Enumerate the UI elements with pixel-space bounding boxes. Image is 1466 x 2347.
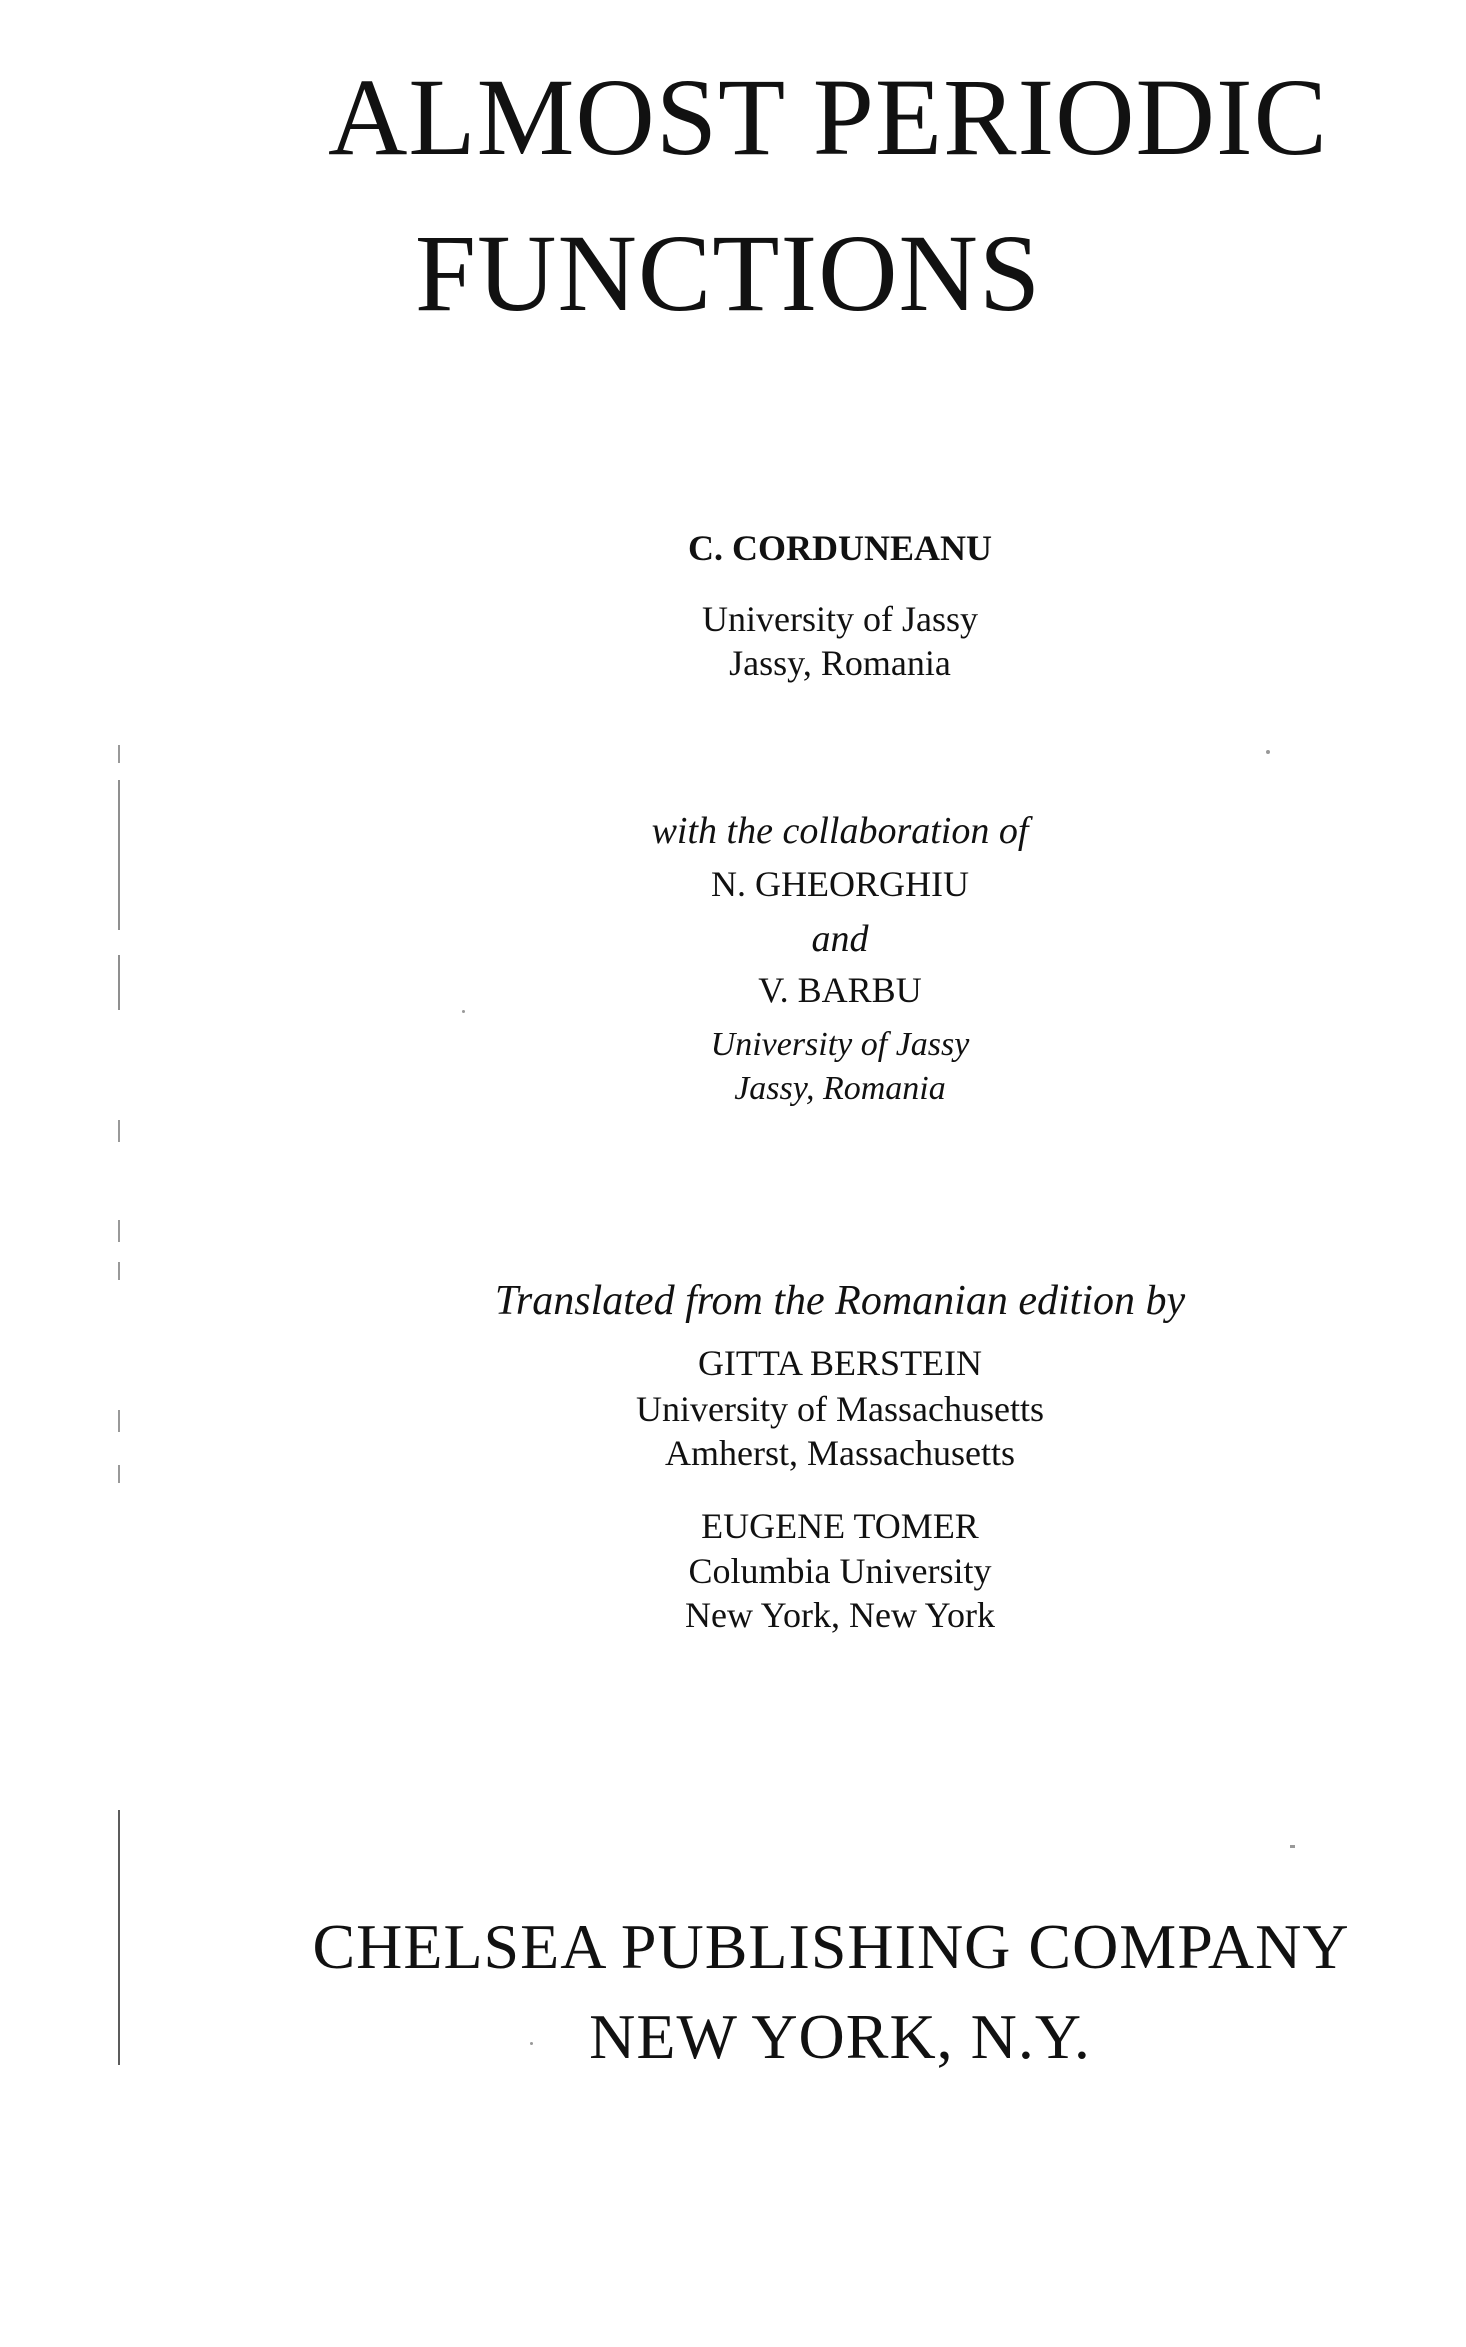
- scan-margin-mark: [118, 955, 120, 1010]
- scan-dot: [1266, 750, 1270, 754]
- author-affiliation-2: Jassy, Romania: [729, 643, 951, 683]
- collaboration-affiliation-2: Jassy, Romania: [734, 1070, 946, 1107]
- scan-margin-mark: [118, 1220, 120, 1242]
- translator-2-name: EUGENE TOMER: [701, 1506, 979, 1546]
- scan-dot: [530, 2042, 533, 2045]
- collaboration-conjunction: and: [811, 918, 869, 960]
- publisher-name: CHELSEA PUBLISHING COMPANY: [312, 1911, 1350, 1982]
- scan-dot: [462, 1010, 465, 1013]
- translator-1-affiliation-1: University of Massachusetts: [636, 1389, 1044, 1429]
- title-line-2: FUNCTIONS: [414, 212, 1042, 334]
- translator-2-affiliation-2: New York, New York: [684, 1595, 996, 1635]
- translator-1-name: GITTA BERSTEIN: [697, 1343, 983, 1383]
- collaborator-2-name: V. BARBU: [758, 970, 922, 1010]
- scan-margin-mark: [118, 745, 120, 763]
- collaboration-affiliation-1: University of Jassy: [710, 1026, 970, 1063]
- author-name: C. CORDUNEANU: [688, 528, 992, 568]
- collaboration-intro: with the collaboration of: [651, 810, 1029, 852]
- collaborator-1-name: N. GHEORGHIU: [711, 864, 969, 904]
- scan-margin-mark: [118, 1465, 120, 1483]
- scan-margin-mark: [118, 1262, 120, 1280]
- scan-dot: [1290, 1845, 1295, 1848]
- scan-margin-mark: [118, 1120, 120, 1142]
- translator-2-affiliation-1: Columbia University: [688, 1551, 992, 1591]
- translator-1-affiliation-2: Amherst, Massachusetts: [665, 1433, 1015, 1473]
- scan-margin-mark: [118, 1410, 120, 1432]
- title-line-1: ALMOST PERIODIC: [327, 56, 1328, 178]
- author-affiliation-1: University of Jassy: [702, 599, 978, 639]
- scan-margin-mark: [118, 1810, 120, 2065]
- scan-margin-mark: [118, 780, 120, 930]
- publisher-location: NEW YORK, N.Y.: [589, 2001, 1091, 2072]
- translation-intro: Translated from the Romanian edition by: [494, 1278, 1186, 1324]
